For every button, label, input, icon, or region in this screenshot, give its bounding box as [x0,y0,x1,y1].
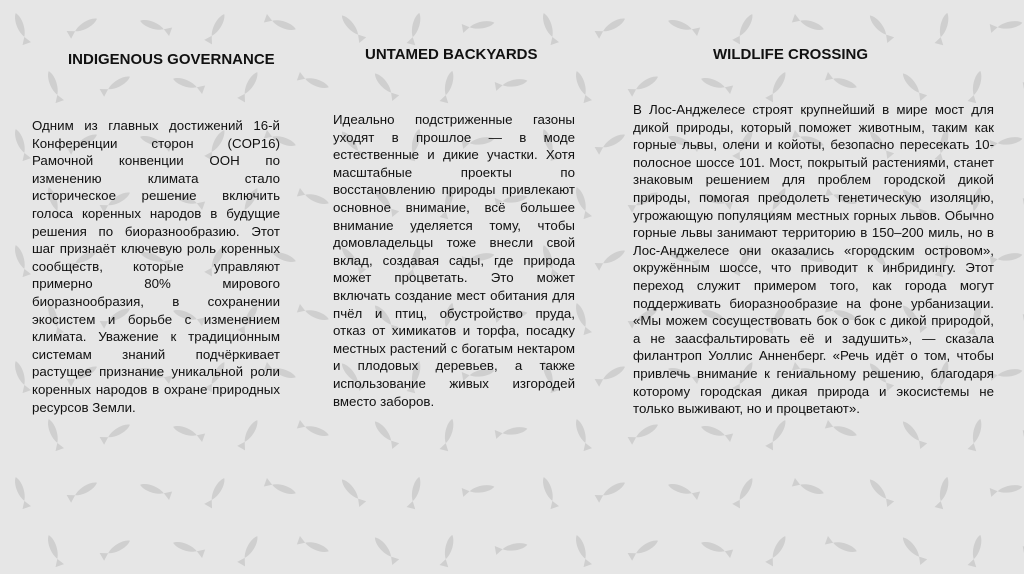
fish-icon [899,418,927,449]
fish-icon [44,70,64,104]
fish-icon [595,15,628,39]
fish-icon [297,536,331,556]
fish-icon [990,134,1023,148]
fish-icon [297,304,331,324]
fish-icon [440,418,457,452]
fish-icon [732,476,756,509]
indigenous-governance-paragraph: Одним из главных достижений 16-й Конференции сторон (COP16) Рамочной конвенции ООН по изменению климата стало историческое решение включить голоса коренных народов в будущие решения по биоразнообразию. Этот шаг признаёт ключевую роль коренных сообществ, которые управляют примерно 80% мирового биоразнообразия, в сохранении экосистем и борьбе с изменением климата. Уважение к традиционным системам знаний подчёркивает растущее признание уникальной роли коренных народов в охране природных ресурсов Земли. [32,118,280,415]
fish-icon [407,12,424,46]
fish-icon [667,16,701,36]
fish-icon [765,418,789,451]
indigenous-governance-heading: INDIGENOUS GOVERNANCE [68,51,275,68]
column-2-title-block [365,46,605,64]
fish-icon [539,12,559,46]
fish-icon [990,482,1023,496]
fish-icon [899,534,927,565]
fish-icon [595,247,628,271]
fish-icon [595,363,628,387]
fish-icon [264,478,298,498]
fish-icon [100,537,133,561]
fish-icon [495,540,528,554]
fish-icon [572,186,592,220]
fish-icon [297,420,331,440]
fish-icon [11,128,31,162]
column-3-text-block [633,101,994,418]
fish-icon [825,420,859,440]
fish-icon [700,538,734,558]
fish-icon [968,534,985,568]
fish-icon [407,476,424,510]
fish-icon [338,12,366,43]
fish-icon [264,14,298,34]
fish-icon [628,421,661,445]
fish-icon [792,478,826,498]
fish-icon [297,188,331,208]
fish-icon [765,534,789,567]
fish-icon [792,14,826,34]
column-1-title-block [68,51,278,69]
fish-icon [204,476,228,509]
fish-icon [297,72,331,92]
fish-icon [44,534,64,568]
fish-icon [11,12,31,46]
fish-icon [866,476,894,507]
fish-icon [11,360,31,394]
fish-icon [990,18,1023,32]
fish-icon [968,418,985,452]
fish-icon [572,302,592,336]
fish-icon [700,422,734,442]
fish-icon [495,424,528,438]
fish-icon [667,480,701,500]
wildlife-crossing-paragraph: В Лос-Анджелесе строят крупнейший в мире мост для дикой природы, который поможет животным, таким как горные львы, олени и койоты, безопасно пересекать 10-полосное шоссе 101. Мост, покрытый растениями, станет знаковым решением для проблем городской дикой природы, помогая преодолеть генетическую изоляцию, угрожающую популяциям местных горных львов. Обычно горные львы занимают территорию в 150–200 миль, но в Лос-Анджелесе они оказались «городским островом», окружённым шоссе, что приводит к инбридингу. Этот переход служит примером того, как города могут поддерживать биоразнообразие на фоне урбанизации. «Мы можем сосуществовать бок о бок с дикой природой, а не заасфальтировать её и задушить», — сказала филантроп Уоллис Анненберг. «Речь идёт о том, чтобы привлечь внимание к гениальному решению, благодаря которому городская дикая природа и экосистемы не только выживают, но и процветают». [633,102,994,417]
untamed-backyards-paragraph: Идеально подстриженные газоны уходят в прошлое — в моде естественные и дикие участки. Хотя масштабные проекты по восстановлению природы привлекают основное внимание, всё большее внимание уделяется тому, чтобы домовладельцы тоже внесли свой вклад, создавая сады, где природа может процветать. Это может включать создание мест обитания для пчёл и птиц, обустройство пруда, отказ от химикатов и торфа, посадку местных растений с богатым нектаром и плодовых деревьев, а также использование живых изгородей вместо заборов. [333,112,575,409]
fish-icon [67,15,100,39]
fish-icon [495,76,528,90]
fish-icon [825,536,859,556]
fish-icon [100,421,133,445]
fish-icon [462,482,495,496]
fish-icon [572,534,592,568]
fish-icon [11,476,31,510]
fish-icon [595,479,628,503]
fish-icon [172,422,206,442]
fish-icon [935,12,952,46]
fish-icon [100,73,133,97]
fish-icon [462,18,495,32]
fish-icon [237,418,261,451]
fish-icon [237,70,261,103]
fish-icon [990,366,1023,380]
fish-icon [732,12,756,45]
fish-icon [172,74,206,94]
fish-icon [539,476,559,510]
column-1-text-block [32,117,280,416]
fish-icon [572,70,592,104]
fish-icon [371,70,399,101]
fish-icon [11,244,31,278]
fish-icon [139,480,173,500]
fish-icon [371,418,399,449]
fish-icon [990,250,1023,264]
fish-icon [866,12,894,43]
fish-icon [572,418,592,452]
fish-icon [628,73,661,97]
fish-icon [595,131,628,155]
fish-icon [765,70,789,103]
fish-icon [700,74,734,94]
fish-icon [825,72,859,92]
fish-icon [44,418,64,452]
fish-icon [968,70,985,104]
wildlife-crossing-heading: WILDLIFE CROSSING [713,46,868,63]
fish-icon [371,534,399,565]
fish-icon [440,70,457,104]
column-3-title-block [713,46,933,64]
fish-icon [899,70,927,101]
fish-icon [935,476,952,510]
fish-icon [237,534,261,567]
fish-icon [67,479,100,503]
column-2-text-block [333,111,575,410]
untamed-backyards-heading: UNTAMED BACKYARDS [365,46,538,63]
fish-icon [172,538,206,558]
fish-icon [338,476,366,507]
fish-icon [628,537,661,561]
fish-icon [440,534,457,568]
fish-icon [139,16,173,36]
fish-icon [204,12,228,45]
